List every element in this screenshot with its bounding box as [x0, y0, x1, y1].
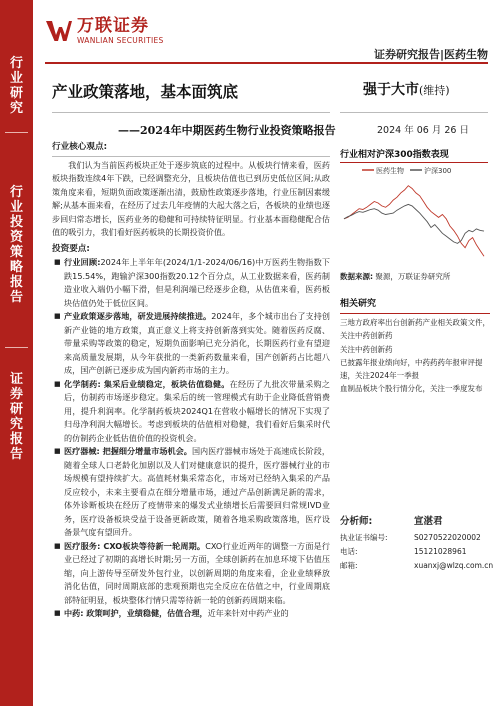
investment-heading: 投资要点:: [52, 243, 90, 254]
related-research: [340, 298, 490, 395]
sidebar-label-strategy-report: [0, 185, 33, 305]
series-line-0: [344, 186, 484, 257]
sidebar-label-securities-research: [0, 372, 33, 462]
bullet-icon: ■: [54, 258, 61, 266]
legend-label: 沪深300: [424, 167, 452, 175]
investment-point: [52, 607, 330, 621]
sidebar-char: 究: [9, 417, 23, 432]
sidebar-char: 行: [9, 56, 23, 71]
analyst-details: [340, 531, 494, 573]
investment-point: [52, 540, 330, 608]
investment-point-title: 中药: 政策呵护，业绩稳健，估值合理，: [64, 608, 208, 618]
related-item: 关注中药创新药: [340, 344, 393, 354]
investment-point-title: 化学制药: 集采后业绩稳定，板块估值稳健。: [64, 378, 230, 389]
analyst-row: [340, 531, 488, 545]
sidebar-divider: [5, 132, 28, 133]
report-type: 证券研究报告|医药生物: [373, 48, 488, 61]
investment-points-list: [52, 256, 330, 621]
related-item: 已披露年报业绩向好，中药药药年报审评提速，关注2024年一季报: [340, 357, 483, 381]
rating-sub: (维持): [419, 84, 450, 97]
bullet-icon: ■: [54, 312, 61, 320]
sidebar-char: 报: [9, 432, 23, 447]
company-logo: [45, 17, 164, 45]
sidebar-char: 告: [9, 447, 23, 462]
investment-point-text: 2024年上半年年(2024/1/1-2024/06/16)中万医药生物指数下跌15.54%，跑输沪深300指数20.12个百分点，从工业数据来看，医药制造业收入端仍小幅下滑，但是利润端已经逐步企稳，从估值来看，医药板块估值仍处于低位区间。: [64, 257, 330, 308]
investment-point: [52, 445, 330, 540]
analyst-row-value: S0270522020002: [414, 533, 481, 542]
investment-point-text: CXO行业近两年的调整一方面是行业已经过了初期的高增长时期;另一方面，全球创新药在加息环境下估值压缩，向上游传导至研发外包行业，以创新周期的角度来看，企业业绩释放消化估值，同时周期底部的悲观预期也完全反应在估值之中，行业周期底部特征明显，板块整体行情只需等待新一轮的创新药周期来临。: [64, 540, 330, 605]
analyst-label: 分析师:: [340, 516, 373, 527]
investment-point-title: 医疗服务: CXO板块等待新一轮周期。: [64, 540, 206, 551]
wanlian-logo-icon: [45, 18, 73, 44]
analyst-name: 宣湛君: [414, 516, 443, 527]
sidebar-char: 证: [9, 372, 23, 387]
relative-performance-chart: [340, 162, 488, 268]
investment-point: [52, 310, 330, 378]
analyst-row-label: 邮箱:: [340, 561, 358, 570]
bullet-icon: ■: [54, 447, 61, 455]
sidebar-char: 报: [9, 275, 23, 290]
data-source-text: 聚源，万联证券研究所: [375, 272, 451, 281]
analyst-name-row: [340, 515, 488, 529]
analyst-info: [340, 515, 494, 573]
logo-name-cn: 万联证券: [77, 16, 149, 36]
related-heading: 相关研究: [340, 298, 490, 314]
analyst-row: [340, 559, 494, 573]
bullet-icon: ■: [54, 541, 61, 550]
logo-name-en: WANLIAN SECURITIES: [77, 36, 164, 45]
related-list: [340, 316, 490, 395]
investment-point: [52, 256, 330, 310]
analyst-row: [340, 545, 488, 559]
investment-point-text: 近年来针对中药产业的: [207, 608, 289, 618]
investment-point-text: 在经历了九批次带量采购之后，仿制药市场逐步稳定。集采后的统一管理模式有助于企业降低营销费用，提升利润率。化学制药板块2024Q1在营收小幅增长的情况下实现了归母净利润大幅增长。考虑到板块的估值相对稳健，我们看好后集采时代的仿制药企业低估值价值的投资机会。: [64, 378, 330, 443]
analyst-row-label: 电话:: [340, 547, 358, 556]
investment-point-title: 产业政策逐步落地，研发进展持续推进。: [64, 311, 212, 321]
investment-point-text: 国内医疗器械市场处于高速成长阶段，随着全球人口老龄化加剧以及人们对健康意识的提升，医疗器械行业的市场规模有望持续扩大。高值耗材集采常态化，市场对已经纳入集采的产品反应较小，未来主要看点在细分增量市场，通过产品创新满足新的需求，体外诊断板块在经历了疫情带来的爆发式业绩增长后需要回归常规IVD业务，医疗设备板块受益于设备更新政策，随着各地采购政策落地，医疗设备景气度有望回升。: [64, 446, 330, 537]
main-content: [52, 141, 330, 621]
series-line-1: [344, 204, 484, 243]
rating: [363, 79, 450, 99]
data-source: [340, 271, 450, 282]
sidebar-char: 研: [9, 402, 23, 417]
title-divider: [52, 112, 330, 113]
analyst-row-label: 执业证书编号:: [340, 533, 388, 542]
related-item: 血制品板块个股行情分化，关注一季度发布: [340, 384, 483, 394]
bullet-icon: ■: [54, 379, 61, 388]
sidebar-divider: [5, 347, 28, 348]
sidebar-char: 行: [9, 185, 23, 200]
sidebar-char: 业: [9, 200, 23, 215]
investment-point-text: 2024年，多个城市出台了支持创新产业链的地方政策，真正意义上将支持创新落到实处。随着医药反腐、带量采购等政策的稳定，短期负面影响已充分消化，长期医药行业有望迎来高质量发展期，从今年获批的一类新药数量来看，国产创新药占比超八成，国产创新已逐步成为国内新药市场的主力。: [64, 311, 330, 375]
rating-divider: [340, 112, 488, 113]
core-views-text: 我们认为当前医药板块正处于逐步筑底的过程中。从板块行情来看，医药板块指数连续4年下跌，已经调整充分，且板块估值也已到历史低位区间;从政策角度来看，短期负面政策逐渐出清，鼓励性政策逐步落地，行业压制因素缓解;从基本面来看，在经历了过去几年疫情的大起大落之后，各板块的业绩也逐步回归常态增长，医药业务的稳健和可持续特征明显。行业基本面稳健配合估值的吸引力，我们看好医药板块的长期投资价值。: [52, 159, 330, 237]
sidebar-char: 究: [9, 101, 23, 116]
sidebar-label-industry-research: [0, 56, 33, 116]
header-divider: [45, 62, 488, 64]
sidebar-char: 略: [9, 260, 23, 275]
investment-point-title: 医疗器械: 把握细分增量市场机会。: [64, 446, 192, 456]
analyst-row-value: xuanxj@wlzq.com.cn: [414, 561, 494, 570]
investment-point-title: 行业回顾:: [64, 257, 101, 267]
legend-label: 医药生物: [376, 167, 404, 175]
rating-main: 强于大市: [363, 82, 419, 98]
chart-title: 行业相对沪深300指数表现: [340, 147, 488, 163]
chart-section: [340, 147, 488, 163]
sidebar-char: 投: [9, 215, 23, 230]
report-title: 产业政策落地，基本面筑底: [52, 82, 239, 101]
left-sidebar: [0, 0, 33, 706]
sidebar-char: 告: [9, 290, 23, 305]
analyst-row-value: 15121028961: [414, 547, 467, 556]
sidebar-char: 券: [9, 387, 23, 402]
sidebar-char: 策: [9, 245, 23, 260]
report-date: 2024 年 06 月 26 日: [377, 125, 469, 136]
sidebar-char: 业: [9, 71, 23, 86]
sidebar-char: 研: [9, 86, 23, 101]
related-item: 三地方政府率出台创新药产业相关政策文件，关注中药创新药: [340, 318, 490, 341]
chart-svg: [340, 162, 488, 268]
report-subtitle: ——2024年中期医药生物行业投资策略报告: [118, 124, 336, 137]
bullet-icon: ■: [54, 609, 61, 617]
sidebar-char: 资: [9, 230, 23, 245]
core-views-heading: 行业核心观点:: [52, 141, 330, 157]
data-source-label: 数据来源:: [340, 272, 373, 281]
investment-point: [52, 378, 330, 446]
